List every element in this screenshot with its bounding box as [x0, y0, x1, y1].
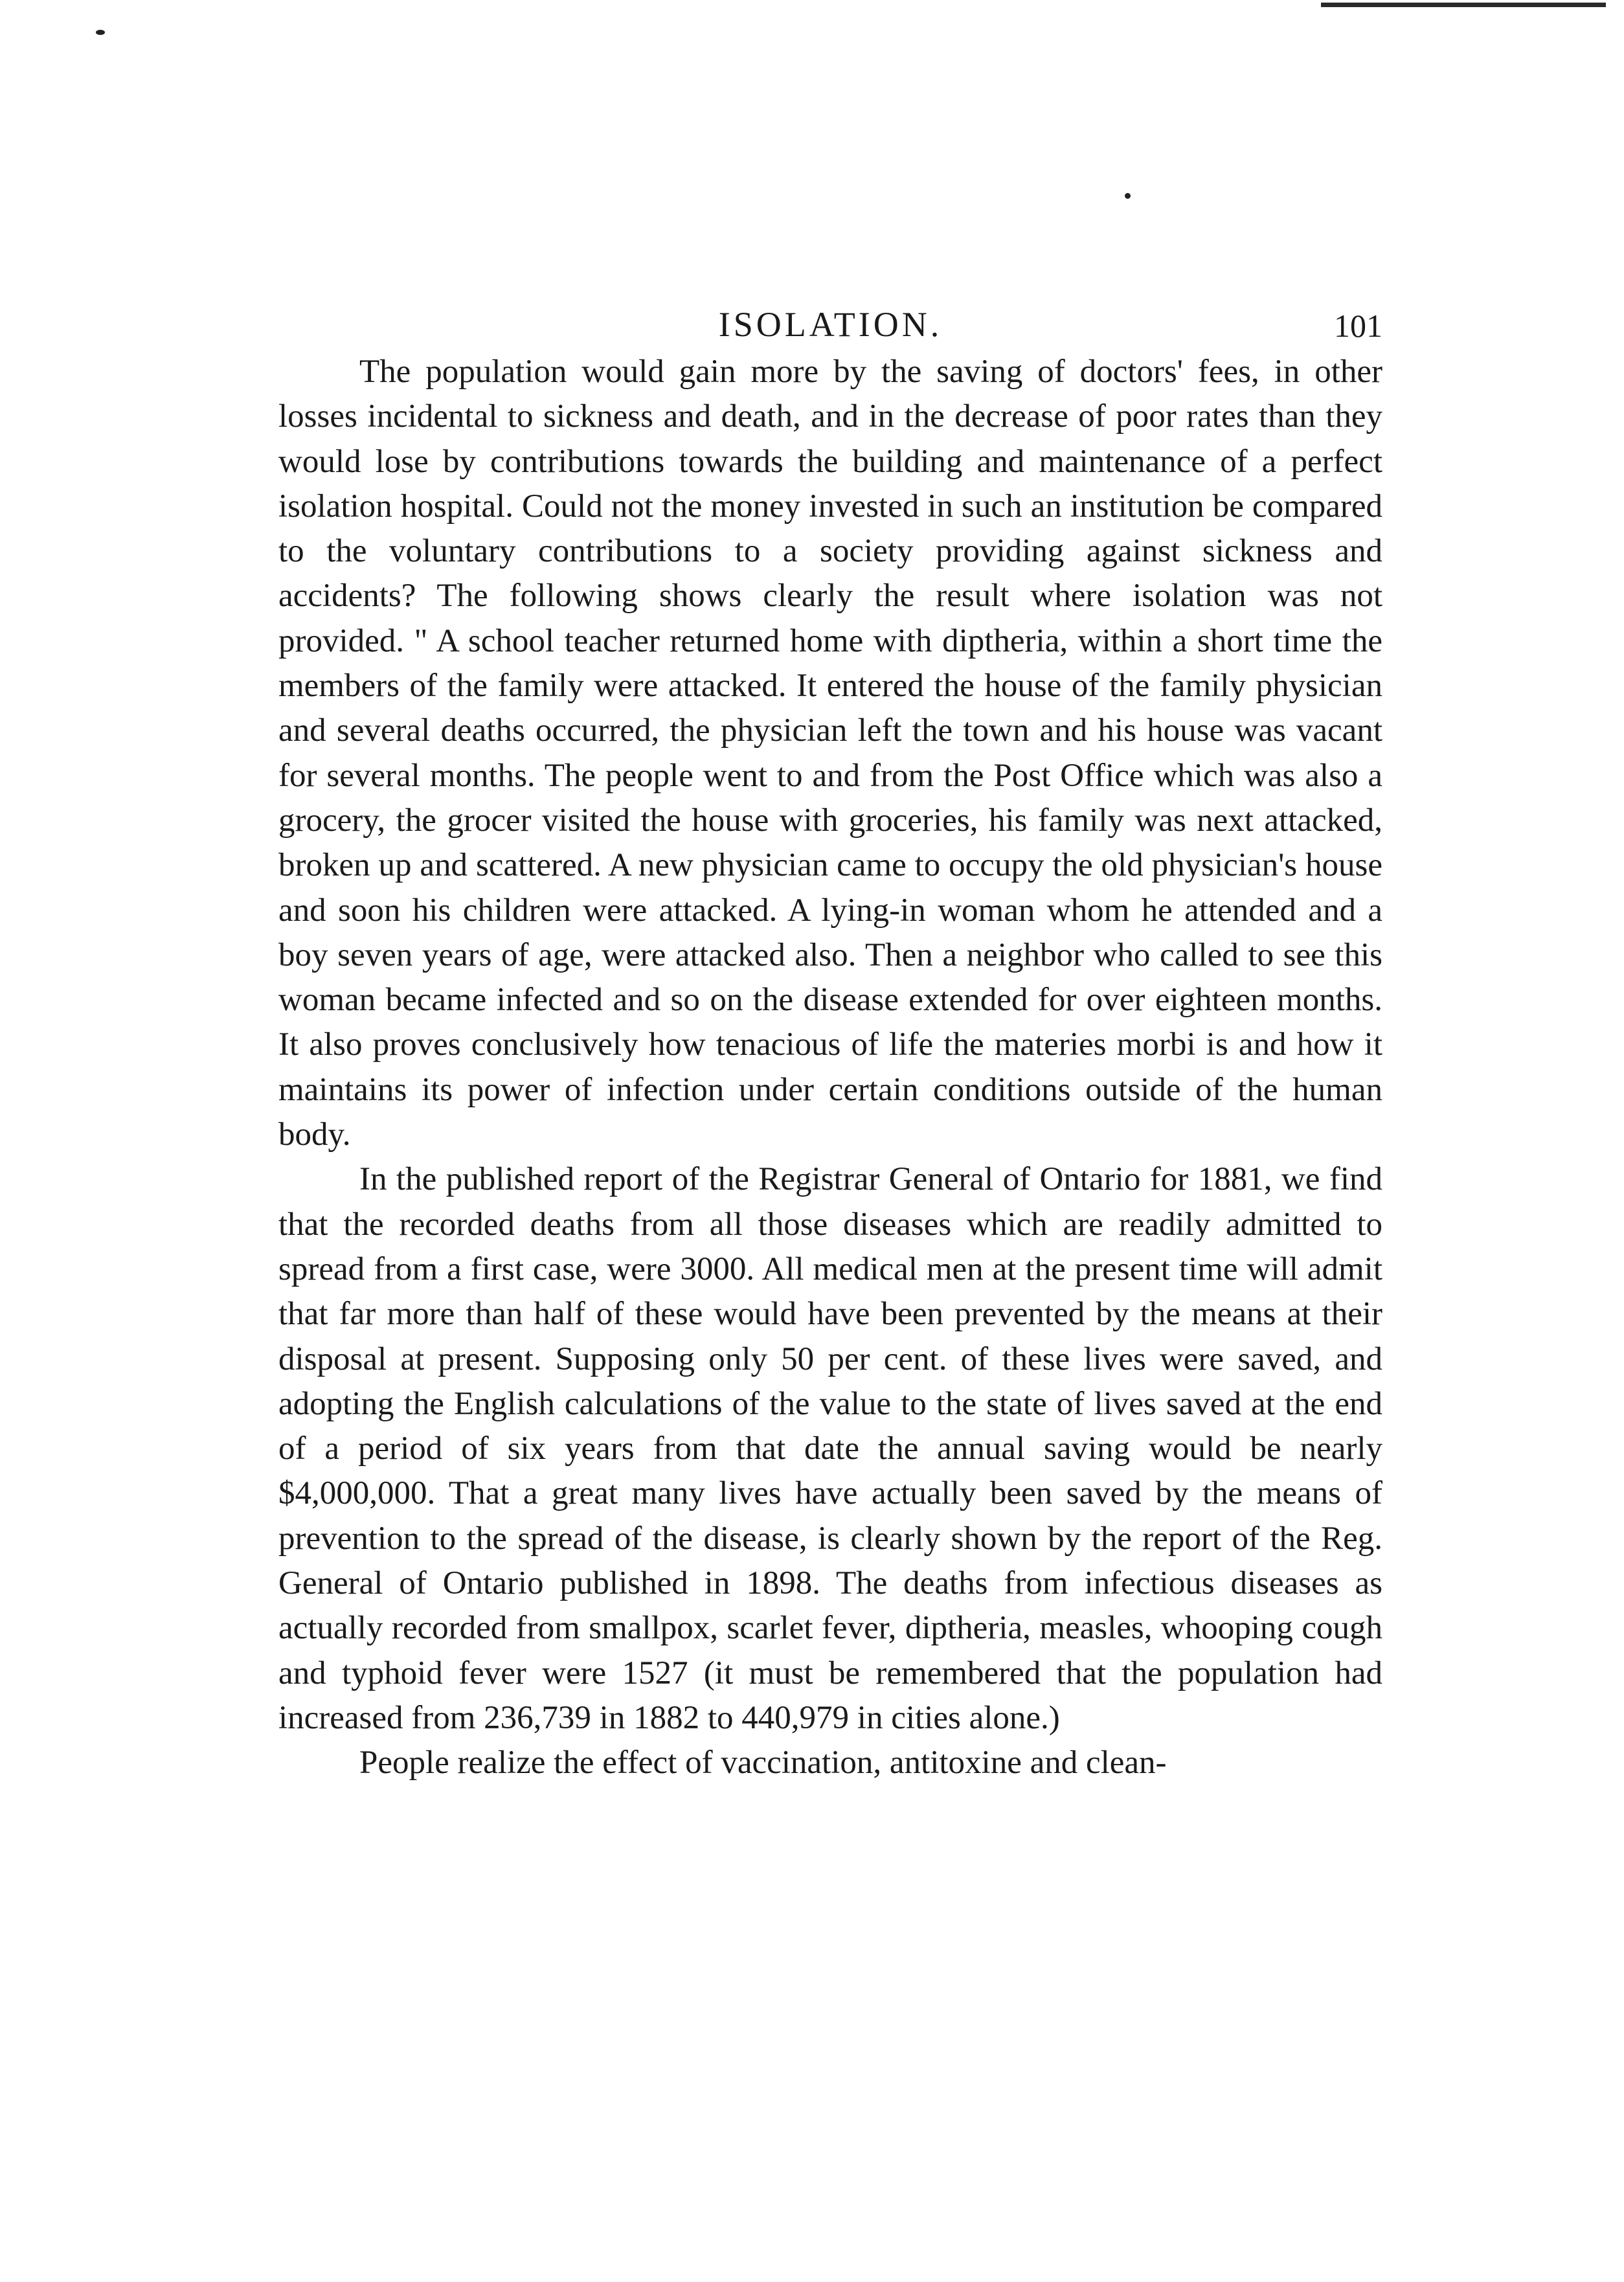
body-text — [278, 350, 1382, 1786]
paragraph: In the published report of the Registrar General of Ontario for 1881, we find that the recorded deaths from all those diseases which are readily admitted to spread from a first case, were 3000. All medical men at the present time will admit that far more than half of these would have been prevented by the means at their disposal at present. Supposing only 50 per cent. of these lives were saved, and adopting the English calculations of the value to the state of lives saved at the end of a period of six years from that date the annual saving would be nearly $4,000,000. That a great many lives have actually been saved by the means of prevention to the spread of the disease, is clearly shown by the report of the Reg. General of Ontario published in 1898. The deaths from infectious diseases as actually recorded from smallpox, scarlet fever, diptheria, measles, whooping cough and typhoid fever were 1527 (it must be remembered that the population had increased from 236,739 in 1882 to 440,979 in cities alone.) — [278, 1161, 1382, 1736]
page-number: 101 — [1334, 308, 1382, 344]
running-title: ISOLATION. — [718, 305, 943, 344]
scan-edge-rule — [1321, 3, 1606, 7]
running-head — [278, 304, 1382, 356]
paragraph: People realize the effect of vaccination, antitoxine and clean- — [359, 1745, 1167, 1781]
scan-speck — [96, 30, 105, 35]
paragraph: The population would gain more by the saving of doctors' fees, in other losses incidental to sickness and death, and in the decrease of poor rates than they would lose by contributions towards the building and maintenance of a perfect isolation hospital. Could not the money invested in such an institution be compared to the voluntary contributions to a society providing against sickness and accidents? The following shows clearly the result where isolation was not provided. " A school teacher returned home with diptheria, within a short time the members of the family were attacked. It entered the house of the family physician and several deaths occurred, the physician left the town and his house was vacant for several months. The people went to and from the Post Office which was also a grocery, the grocer visited the house with groceries, his family was next attacked, broken up and scattered. A new physician came to occupy the old physician's house and soon his children were attacked. A lying-in woman whom he attended and a boy seven years of age, were attacked also. Then a neighbor who called to see this woman became infected and so on the disease extended for over eighteen months. It also proves conclusively how tenacious of life the materies morbi is and how it maintains its power of infection under certain conditions outside of the human body. — [278, 354, 1382, 1153]
scan-speck — [1125, 193, 1131, 199]
